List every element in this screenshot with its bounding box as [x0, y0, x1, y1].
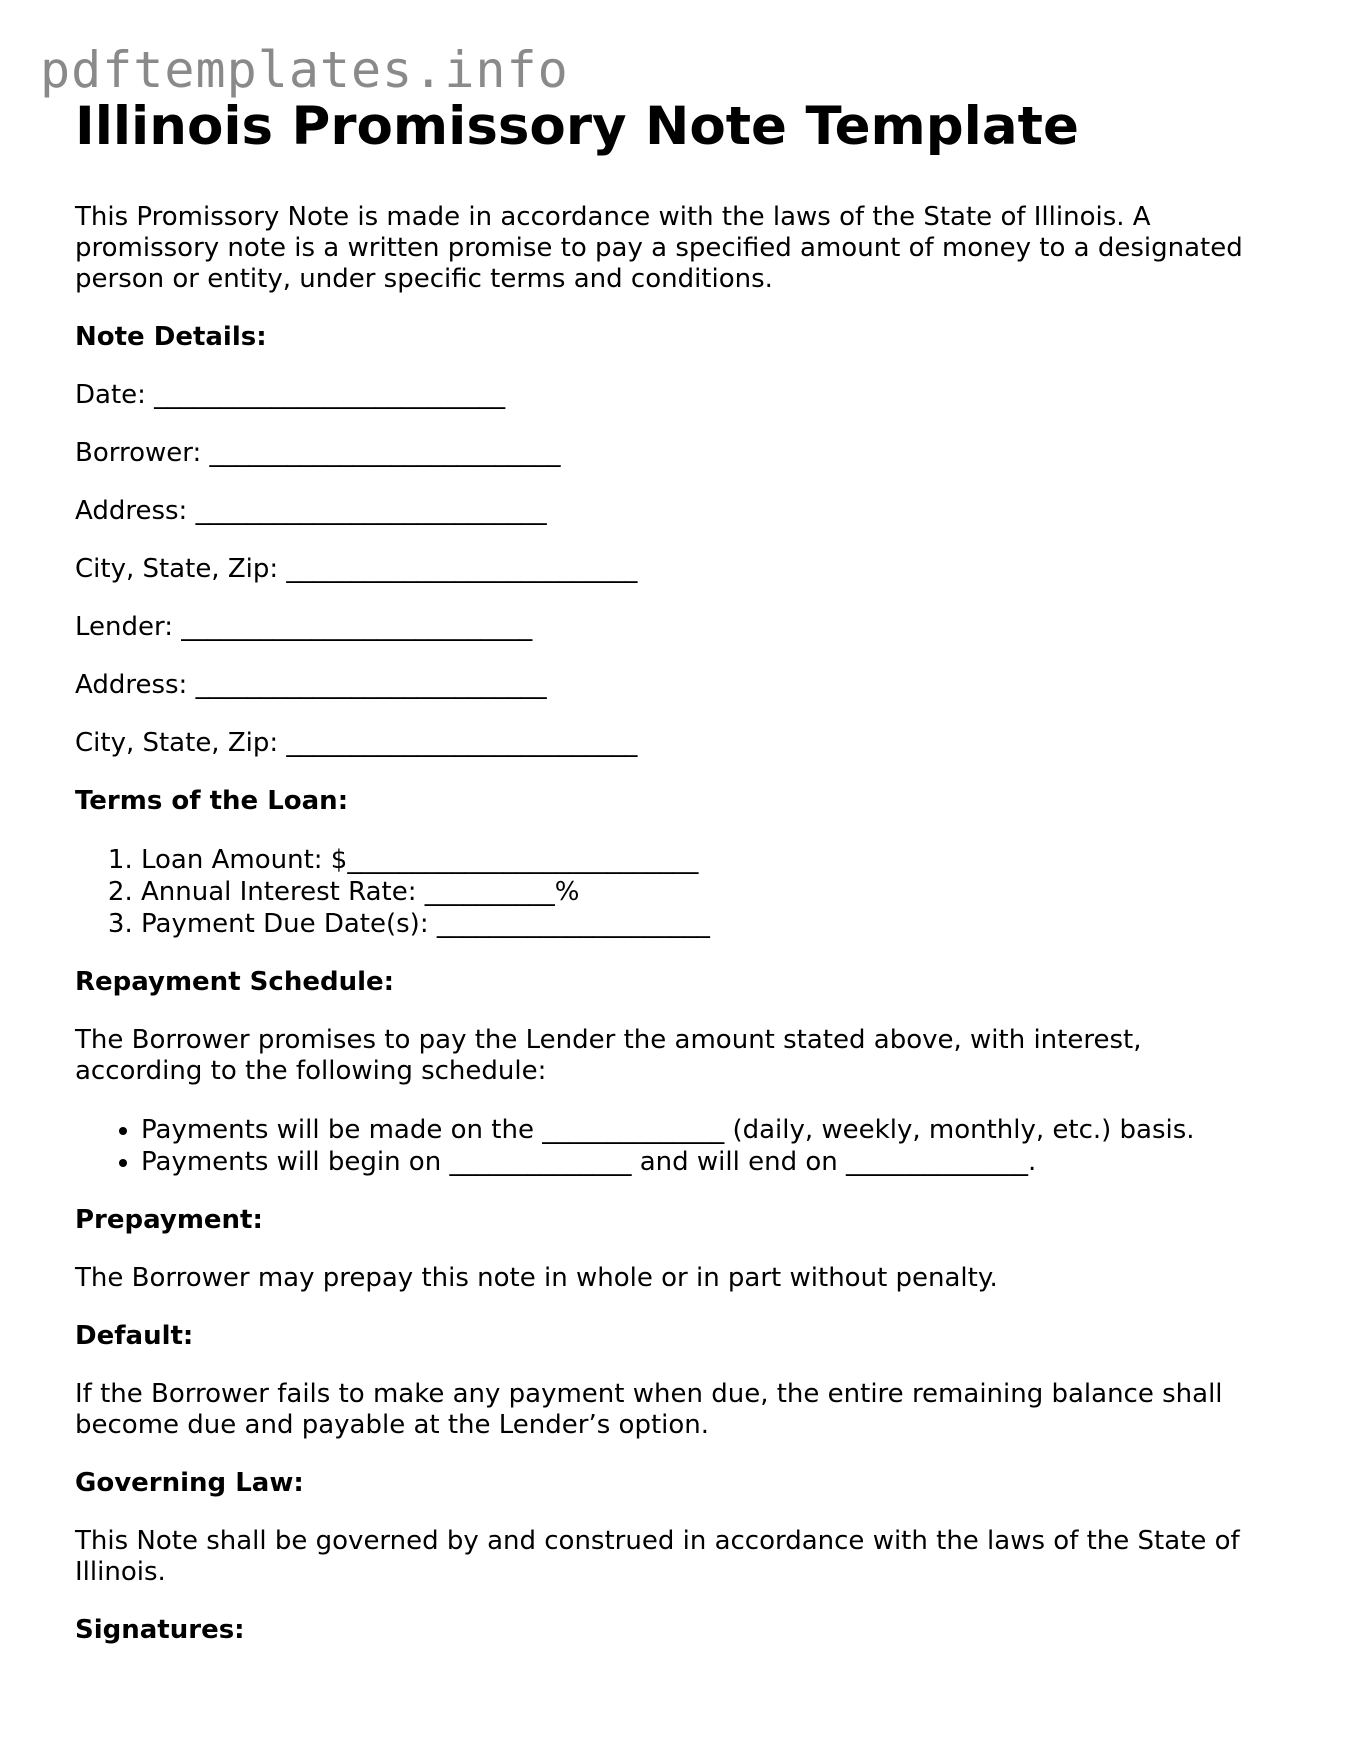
prepayment-paragraph: The Borrower may prepay this note in whole or in part without penalty. [75, 1263, 998, 1293]
governing-law-paragraph: This Note shall be governed by and construed in accordance with the laws of the State of Illinois. [75, 1526, 1240, 1587]
page-title: Illinois Promissory Note Template [75, 96, 1079, 157]
prepayment-heading: Prepayment: [75, 1205, 263, 1235]
interest-rate-item: 2. Annual Interest Rate: __________% [141, 876, 1275, 908]
lender-city-state-zip-field: City, State, Zip: ___________________________ [75, 728, 638, 758]
intro-paragraph: This Promissory Note is made in accordance with the laws of the State of Illinois. A promissory note is a written promise to pay a specified amount of money to a designated person or entity, under specific terms and conditions. [75, 202, 1243, 294]
lender-address-field: Address: ___________________________ [75, 670, 547, 700]
governing-law-heading: Governing Law: [75, 1468, 304, 1498]
lender-field: Lender: ___________________________ [75, 612, 533, 642]
date-field: Date: ___________________________ [75, 380, 506, 410]
borrower-address-field: Address: ___________________________ [75, 496, 547, 526]
terms-heading: Terms of the Loan: [75, 786, 349, 816]
borrower-field: Borrower: ___________________________ [75, 438, 561, 468]
repayment-paragraph: The Borrower promises to pay the Lender the amount stated above, with interest, according to the following schedule: [75, 1025, 1142, 1086]
document-page [75, 95, 1275, 1646]
watermark: pdftemplates.info [40, 41, 569, 99]
loan-amount-item: 1. Loan Amount: $___________________________ [141, 844, 1275, 876]
repayment-list [75, 1114, 1275, 1178]
payment-period-item: • Payments will begin on ______________ and will end on ______________. [141, 1146, 1275, 1178]
payment-due-dates-item: 3. Payment Due Date(s): _____________________ [141, 908, 1275, 940]
signatures-heading: Signatures: [75, 1615, 245, 1645]
default-heading: Default: [75, 1321, 194, 1351]
default-paragraph: If the Borrower fails to make any payment when due, the entire remaining balance shall become due and payable at the Lender’s option. [75, 1379, 1223, 1440]
note-details-heading: Note Details: [75, 322, 267, 352]
terms-list [75, 844, 1275, 940]
repayment-heading: Repayment Schedule: [75, 967, 395, 997]
borrower-city-state-zip-field: City, State, Zip: ___________________________ [75, 554, 638, 584]
payment-frequency-item: • Payments will be made on the ______________ (daily, weekly, monthly, etc.) basis. [141, 1114, 1275, 1146]
